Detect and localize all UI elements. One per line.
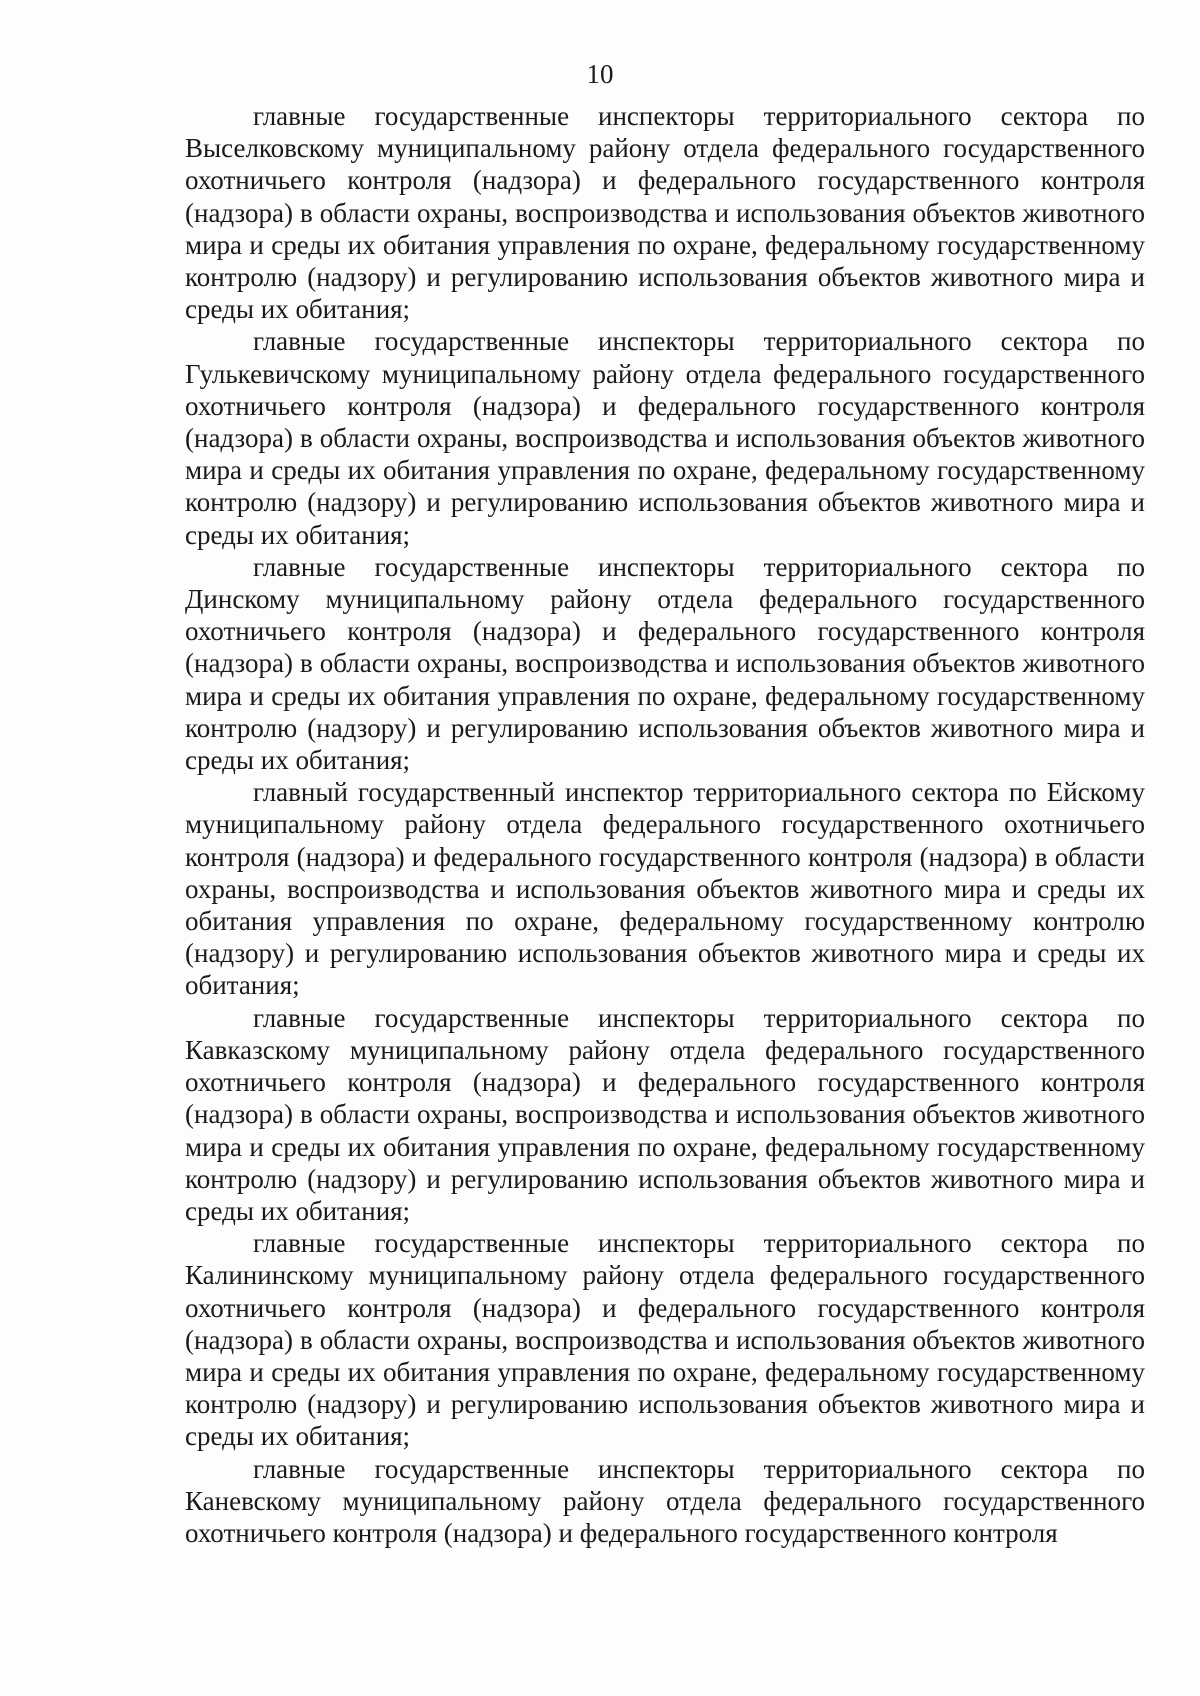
paragraph-kavkazsky: главные государственные инспекторы территориального сектора по Кавказскому муниципальному району отдела федерального государственного охотничьего контроля (надзора) и федерального государственного контроля (надзора) в области охраны, воспроизводства и использования объектов животного мира и среды их обитания управления по охране, федеральному государственному контролю (надзору) и регулированию использования объектов животного мира и среды их обитания; bbox=[185, 1002, 1145, 1226]
paragraph-kanevskoy: главные государственные инспекторы территориального сектора по Каневскому муниципальному району отдела федерального государственного охотничьего контроля (надзора) и федерального государственного контроля bbox=[185, 1453, 1145, 1548]
page-number: 10 bbox=[586, 59, 614, 89]
paragraph-dinskoy: главные государственные инспекторы территориального сектора по Динскому муниципальному району отдела федерального государственного охотничьего контроля (надзора) и федерального государственного контроля (надзора) в области охраны, воспроизводства и использования объектов животного мира и среды их обитания управления по охране, федеральному государственному контролю (надзору) и регулированию использования объектов животного мира и среды их обитания; bbox=[185, 551, 1145, 776]
paragraph-vyselkovsky: главные государственные инспекторы территориального сектора по Выселковскому муниципальному району отдела федерального государственного охотничьего контроля (надзора) и федерального государственного контроля (надзора) в области охраны, воспроизводства и использования объектов животного мира и среды их обитания управления по охране, федеральному государственному контролю (надзору) и регулированию использования объектов животного мира и среды их обитания; bbox=[185, 101, 1145, 325]
paragraph-kalininsky: главные государственные инспекторы территориального сектора по Калининскому муниципальному району отдела федерального государственного охотничьего контроля (надзора) и федерального государственного контроля (надзора) в области охраны, воспроизводства и использования объектов животного мира и среды их обитания управления по охране, федеральному государственному контролю (надзору) и регулированию использования объектов животного мира и среды их обитания; bbox=[185, 1228, 1145, 1452]
paragraph-yeysky: главный государственный инспектор территориального сектора по Ейскому муниципальному району отдела федерального государственного охотничьего контроля (надзора) и федерального государственного контроля (надзора) в области охраны, воспроизводства и использования объектов животного мира и среды их обитания управления по охране, федеральному государственному контролю (надзору) и регулированию использования объектов животного мира и среды их обитания; bbox=[185, 777, 1145, 1001]
document-body bbox=[185, 100, 1145, 1549]
paragraph-gulkevichsky: главные государственные инспекторы территориального сектора по Гулькевичскому муниципальному району отдела федерального государственного охотничьего контроля (надзора) и федерального государственного контроля (надзора) в области охраны, воспроизводства и использования объектов животного мира и среды их обитания управления по охране, федеральному государственному контролю (надзору) и регулированию использования объектов животного мира и среды их обитания; bbox=[185, 326, 1145, 550]
